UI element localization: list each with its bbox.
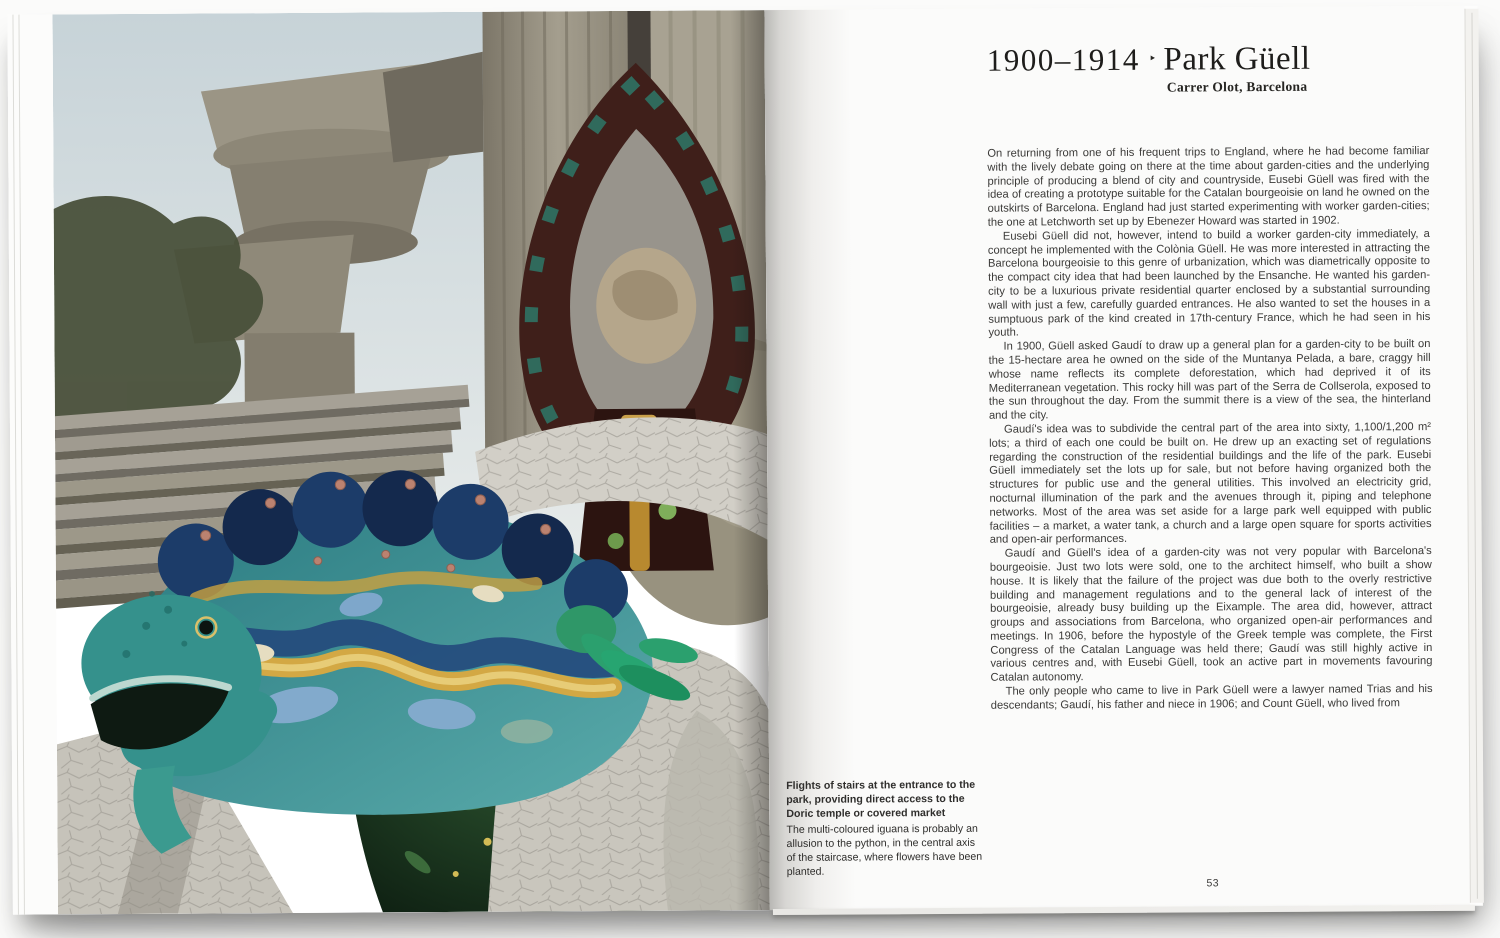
body-paragraph: In 1900, Güell asked Gaudí to draw up a general plan for a garden-city to be built on the 15-hectare area he owned on the side of the Muntanya Pelada, a bare, craggy hill whose name reflects its complete deforestation, which had deprived it of its Mediterranean vegetation. This rocky hill was part of the Serra de Collserola, exposed to the sun throughout the day. From the summit there is a view of the sea, the hinterland and the city. — [988, 338, 1431, 422]
title-years: 1900–1914 — [986, 41, 1140, 78]
body-paragraph: On returning from one of his frequent trips to England, where he had become familiar with the lively debate going on there at the time about garden-cities and the underlying principle of producing a blend of city and countryside, Eusebi Güell was fired with the idea of creating a prototype suitable for the Catalan bourgeoisie on land he owned on the outskirts of Barcelona. England had just started experimenting with worker garden-cities; the one at Letchworth set up by Ebenezer Howard was started in 1902. — [987, 145, 1430, 229]
page-stack-edge-left — [7, 14, 57, 914]
body-paragraph: Gaudí's idea was to subdivide the central part of the area into sixty, 1,100/1,200 m² lots; a third of each one could be built on. He drew up an exacting set of regulations regarding the construction of the residential buildings and the life of the park. Eusebi Güell immediately set the lots up for sale, but not before having organized both the structures for public use and the general utilities. This involved an electricity grid, nocturnal illumination of the park and the avenues through it, piping and telephone networks. Most of the area was set aside for a large park well equipped with public facilities – a market, a water tank, a church and a large open square for sports activities and open-air performances. — [989, 420, 1432, 547]
open-book — [7, 6, 1482, 915]
photo-illustration — [52, 10, 769, 914]
title-subtitle: Carrer Olot, Barcelona — [1166, 78, 1308, 95]
photo-caption — [786, 778, 985, 880]
chapter-title — [987, 40, 1437, 97]
caption-body: The multi-coloured iguana is probably an allusion to the python, in the central axis of the staircase, where flowers have been planted. — [786, 822, 983, 879]
body-text-column — [987, 145, 1432, 713]
park-guell-photo — [52, 10, 769, 914]
photo-gutter-shadow — [730, 10, 769, 910]
right-page — [764, 6, 1469, 910]
body-paragraph: Eusebi Güell did not, however, intend to build a worker garden-city immediately, a concept he implemented with the Colònia Güell. He was more interested in attracting the Barcelona bourgeoisie to this genre of urbanization, which was diametrically opposite to the compact city idea that had been launched by the Ensanche. He wanted his garden-city to be a luxurious private residential quarter enclosed by a substantial surrounding wall with just a few, carefully guarded entrances. He also wanted to set the houses in a sumptuous park of the kind created in 17th-century France, which he had seen in his youth. — [987, 227, 1431, 340]
body-paragraph: The only people who came to live in Park Güell were a lawyer named Trias and his descendants; Gaudí, his father and niece in 1906; and Count Güell, who lived from — [990, 683, 1433, 712]
caption-heading: Flights of stairs at the entrance to the park, providing direct access to the Doric temple or covered market — [786, 778, 976, 821]
title-separator-icon: ‣ — [1148, 50, 1157, 66]
body-paragraph: Gaudí and Güell's idea of a garden-city was not very popular with Barcelona's bourgeoisie. Just two lots were sold, one to the architect himself, who built a show house. It is likely that the failure of the project was due both to the overly restrictive building and management regulations and to the general lack of interest of the bourgeoisie, already busy building up the Eixample. The area did, however, attract groups and associations from Barcelona, who organized open-air performances and meetings. In 1906, before the hypostyle of the Greek temple was complete, the First Congress of the Catalan Language was held there; Gaudí was still highly active in various centres and, with Eusebi Güell, took an active part in movements favouring Catalan autonomy. — [989, 545, 1433, 684]
title-name-block — [1163, 41, 1310, 96]
page-number: 53 — [1206, 877, 1220, 890]
title-name: Park Güell — [1163, 40, 1311, 78]
gutter-shadow — [764, 9, 879, 910]
left-page — [7, 10, 769, 915]
